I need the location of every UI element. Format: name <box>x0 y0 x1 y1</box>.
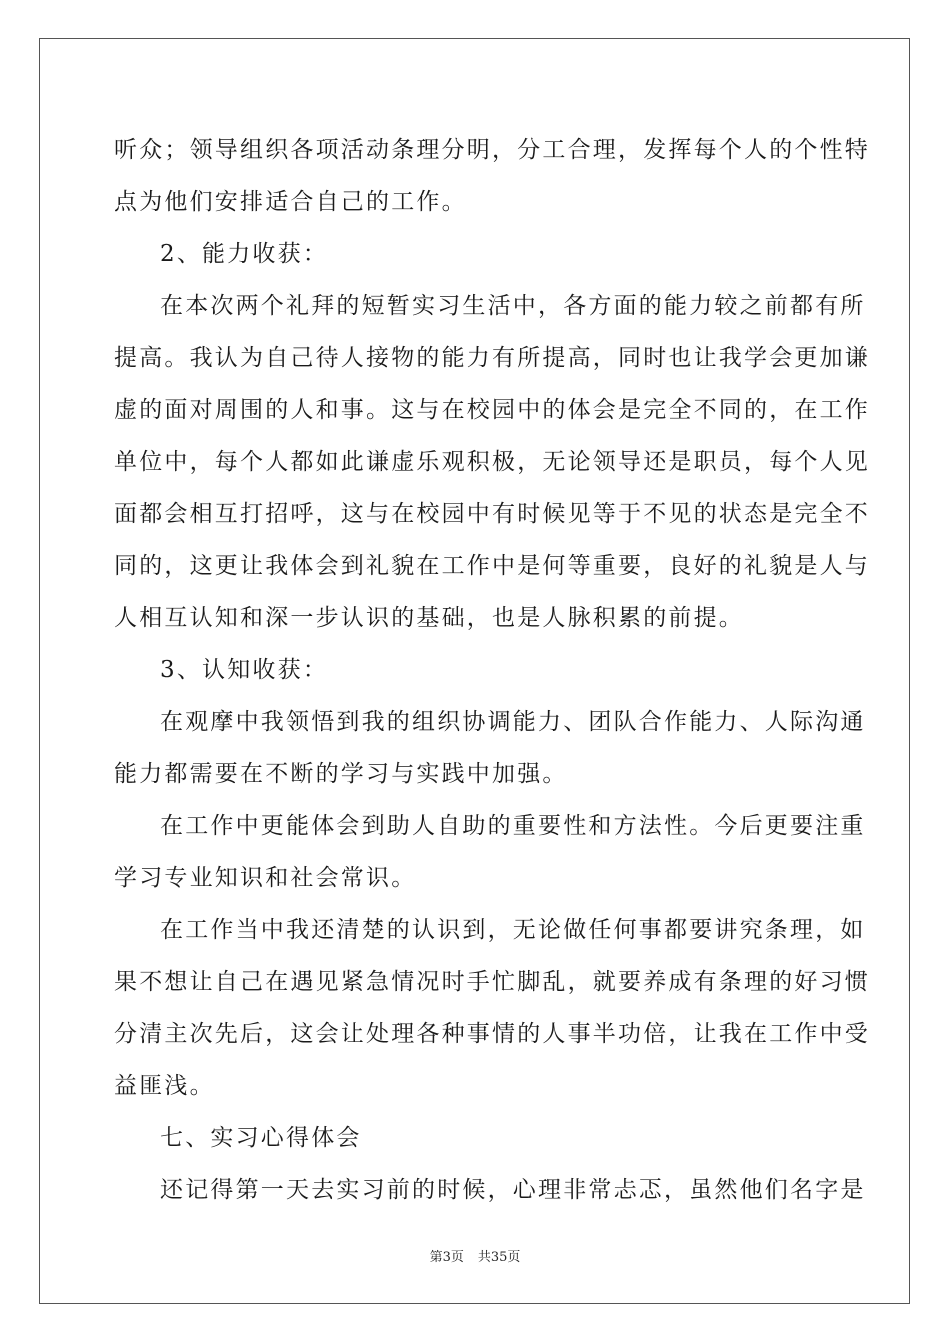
page-number: 第3页 <box>429 1250 464 1265</box>
text-line: 点为他们安排适合自己的工作。 <box>114 189 467 215</box>
page-footer <box>0 1246 950 1265</box>
section-heading: 七、实习心得体会 <box>160 1125 362 1151</box>
text-line: 分清主次先后，这会让处理各种事情的人事半功倍，让我在工作中受 <box>114 1021 870 1047</box>
text-line: 听众；领导组织各项活动条理分明，分工合理，发挥每个人的个性特 <box>114 137 870 163</box>
text-line: 同的，这更让我体会到礼貌在工作中是何等重要，良好的礼貌是人与 <box>114 553 870 579</box>
text-line: 能力都需要在不断的学习与实践中加强。 <box>114 761 568 787</box>
text-line: 学习专业知识和社会常识。 <box>114 865 417 891</box>
text-line: 在工作中更能体会到助人自助的重要性和方法性。今后更要注重 <box>160 813 866 839</box>
text-line: 还记得第一天去实习前的时候，心理非常忐忑，虽然他们名字是 <box>160 1177 866 1203</box>
text-line: 在观摩中我领悟到我的组织协调能力、团队合作能力、人际沟通 <box>160 709 866 735</box>
text-line: 虚的面对周围的人和事。这与在校园中的体会是完全不同的，在工作 <box>114 397 870 423</box>
text-line: 提高。我认为自己待人接物的能力有所提高，同时也让我学会更加谦 <box>114 345 870 371</box>
text-line: 在工作当中我还清楚的认识到，无论做任何事都要讲究条理，如 <box>160 917 866 943</box>
page-total: 共35页 <box>477 1250 521 1265</box>
section-heading: 2、能力收获： <box>160 241 329 267</box>
section-heading: 3、认知收获： <box>160 657 329 683</box>
text-line: 益匪浅。 <box>114 1073 215 1099</box>
text-line: 在本次两个礼拜的短暂实习生活中，各方面的能力较之前都有所 <box>160 293 866 319</box>
text-line: 人相互认知和深一步认识的基础，也是人脉积累的前提。 <box>114 605 744 631</box>
text-line: 面都会相互打招呼，这与在校园中有时候见等于不见的状态是完全不 <box>114 501 870 527</box>
text-line: 果不想让自己在遇见紧急情况时手忙脚乱，就要养成有条理的好习惯 <box>114 969 870 995</box>
text-line: 单位中，每个人都如此谦虚乐观积极，无论领导还是职员，每个人见 <box>114 449 870 475</box>
